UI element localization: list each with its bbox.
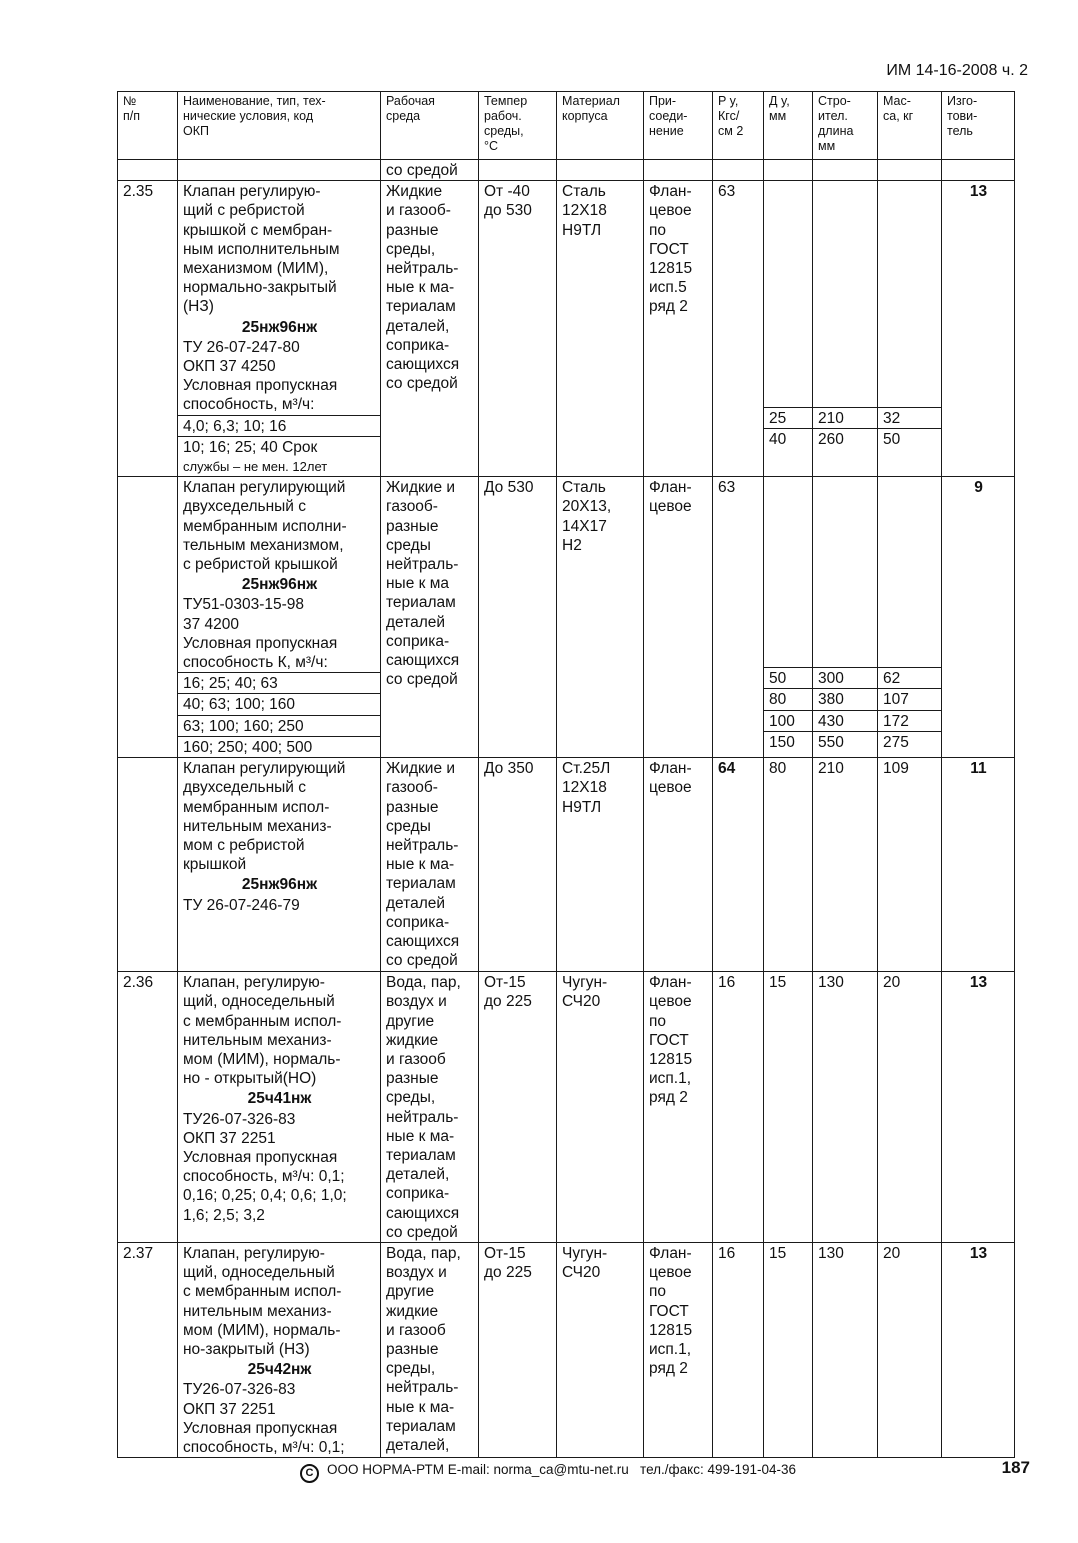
diameter-value: 150 — [764, 731, 812, 752]
model-code: 25нж96нж — [241, 876, 318, 894]
name-text: Клапан регулирую- щий с ребристой крышкой с мембран- ным исполнительным механизмом (МИМ), нормально-закрытый (НЗ) — [183, 183, 340, 316]
diameter-cell: 80 — [764, 758, 813, 972]
diameter-cell — [764, 477, 813, 758]
capacity-row: 16; 25; 40; 63 — [178, 672, 380, 693]
mass-cell — [878, 477, 942, 758]
diameter-value: 50 — [764, 667, 812, 688]
table-row-continuation — [118, 160, 1015, 181]
page-number: 187 — [1001, 1458, 1030, 1477]
name-specs: ТУ 26-07-246-79 — [183, 896, 300, 914]
col-header-connection: При- соеди- нение — [644, 92, 713, 160]
manufacturer-cell: 9 — [942, 477, 1015, 758]
document-code: ИМ 14-16-2008 ч. 2 — [886, 62, 1028, 79]
material-cell: Чугун- СЧ20 — [557, 1242, 644, 1457]
temperature-cell: От-15 до 225 — [479, 1242, 557, 1457]
col-header-mass: Мас- са, кг — [878, 92, 942, 160]
table-row — [118, 1242, 1015, 1457]
row-number: 2.35 — [118, 181, 178, 477]
material-cell: Сталь 12Х18 Н9ТЛ — [557, 181, 644, 477]
capacity-text: 10; 16; 25; 40 Срок — [183, 438, 318, 456]
col-header-pressure: P y, Кгс/ см 2 — [713, 92, 764, 160]
footer-email: E-mail: norma_ca@mtu-net.ru — [447, 1462, 629, 1477]
diameter-value: 80 — [764, 688, 812, 709]
length-cell — [813, 477, 878, 758]
length-cell — [813, 181, 878, 477]
name-cell — [178, 181, 381, 477]
name-specs: ТУ51-0303-15-98 37 4200 Условная пропускная способность К, м³/ч: — [183, 596, 338, 672]
model-code: 25ч41нж — [247, 1090, 312, 1108]
manufacturer-cell: 13 — [942, 181, 1015, 477]
name-text: Клапан, регулирую- щий, односедельный с мембранным испол- нительным механиз- мом (МИМ), нормаль- но-закрытый (НЗ) — [183, 1244, 342, 1358]
mass-cell — [878, 181, 942, 477]
pressure-cell: 16 — [713, 1242, 764, 1457]
service-life-text: службы – не мен. 12лет — [183, 459, 328, 475]
continuation-text: со средой — [381, 160, 479, 181]
model-code: 25нж96нж — [241, 318, 318, 336]
table-row — [118, 972, 1015, 1243]
valve-spec-table — [117, 91, 1015, 1458]
mass-value: 50 — [878, 428, 941, 449]
material-cell: Ст.25Л 12Х18 Н9ТЛ — [557, 758, 644, 972]
pressure-cell: 63 — [713, 181, 764, 477]
mass-value: 107 — [878, 688, 941, 709]
manufacturer-cell: 13 — [942, 972, 1015, 1243]
medium-cell: Жидкие и газооб- разные среды нейтраль- ные к ма териалам деталей соприка- сающихся со средой — [381, 477, 479, 758]
mass-value: 32 — [878, 407, 941, 428]
col-header-length: Стро- ител. длина мм — [813, 92, 878, 160]
length-value: 300 — [813, 667, 877, 688]
name-text: Клапан регулирующий двухседельный с мембранным испол- нительным механиз- мом с ребристой крышкой — [183, 760, 346, 874]
table-row — [118, 181, 1015, 477]
length-value: 430 — [813, 710, 877, 731]
capacity-row: 4,0; 6,3; 10; 16 — [178, 415, 380, 436]
length-value: 550 — [813, 731, 877, 752]
footer-phone: тел./факс: 499-191-04-36 — [640, 1462, 797, 1477]
connection-cell: Флан- цевое — [644, 477, 713, 758]
footer-org: ООО НОРМА-РТМ — [327, 1462, 444, 1477]
length-cell: 130 — [813, 972, 878, 1243]
pressure-cell: 16 — [713, 972, 764, 1243]
row-number: 2.37 — [118, 1242, 178, 1457]
diameter-cell: 15 — [764, 972, 813, 1243]
capacity-row: 40; 63; 100; 160 — [178, 693, 380, 714]
medium-cell: Вода, пар, воздух и другие жидкие и газооб разные среды, нейтраль- ные к ма- териалам деталей, — [381, 1242, 479, 1457]
diameter-value: 100 — [764, 710, 812, 731]
connection-cell: Флан- цевое — [644, 758, 713, 972]
diameter-value: 40 — [764, 428, 812, 449]
mass-value: 62 — [878, 667, 941, 688]
model-code: 25нж96нж — [241, 576, 318, 594]
name-cell — [178, 758, 381, 972]
col-header-number: № п/п — [118, 92, 178, 160]
col-header-name: Наименование, тип, тех- нические условия, код ОКП — [178, 92, 381, 160]
col-header-material: Материал корпуса — [557, 92, 644, 160]
table-header-row — [118, 92, 1015, 160]
mass-value: 172 — [878, 710, 941, 731]
diameter-cell — [764, 181, 813, 477]
length-cell: 210 — [813, 758, 878, 972]
temperature-cell: До 530 — [479, 477, 557, 758]
material-cell: Чугун- СЧ20 — [557, 972, 644, 1243]
name-specs: ТУ 26-07-247-80 ОКП 37 4250 Условная пропускная способность, м³/ч: — [183, 338, 338, 414]
length-cell: 130 — [813, 1242, 878, 1457]
diameter-cell: 15 — [764, 1242, 813, 1457]
mass-cell: 20 — [878, 972, 942, 1243]
row-number: 2.36 — [118, 972, 178, 1243]
capacity-row: 63; 100; 160; 250 — [178, 715, 380, 736]
copyright-icon: C — [300, 1464, 319, 1483]
col-header-manufacturer: Изго- тови- тель — [942, 92, 1015, 160]
temperature-cell: От -40 до 530 — [479, 181, 557, 477]
table-row — [118, 758, 1015, 972]
medium-cell: Жидкие и газооб- разные среды, нейтраль- ные к ма- териалам деталей, соприка- сающихся со средой — [381, 181, 479, 477]
capacity-row — [178, 436, 380, 476]
capacity-row: 160; 250; 400; 500 — [178, 736, 380, 757]
name-text: Клапан, регулирую- щий, односедельный с мембранным испол- нительным механиз- мом (МИМ), нормаль- но - открытый(НО) — [183, 974, 342, 1088]
name-cell — [178, 477, 381, 758]
connection-cell: Флан- цевое по ГОСТ 12815 исп.1, ряд 2 — [644, 1242, 713, 1457]
material-cell: Сталь 20Х13, 14Х17 Н2 — [557, 477, 644, 758]
mass-cell: 20 — [878, 1242, 942, 1457]
mass-cell: 109 — [878, 758, 942, 972]
temperature-cell: До 350 — [479, 758, 557, 972]
row-number — [118, 477, 178, 758]
col-header-temperature: Темпер рабоч. среды, °С — [479, 92, 557, 160]
name-cell — [178, 972, 381, 1243]
manufacturer-cell: 11 — [942, 758, 1015, 972]
pressure-cell: 64 — [713, 758, 764, 972]
diameter-value: 25 — [764, 407, 812, 428]
length-value: 260 — [813, 428, 877, 449]
page-footer — [300, 1462, 796, 1483]
table-row — [118, 477, 1015, 758]
length-value: 210 — [813, 407, 877, 428]
name-text: Клапан регулирующий двухседельный с мембранным исполни- тельным механизмом, с ребристой крышкой — [183, 479, 347, 574]
name-specs: ТУ26-07-326-83 ОКП 37 2251 Условная пропускная способность, м³/ч: 0,1; 0,16; 0,25; 0,4; 0,6; 1,0; 1,6; 2,5; 3,2 — [183, 1110, 347, 1224]
col-header-diameter: Д y, мм — [764, 92, 813, 160]
medium-cell: Вода, пар, воздух и другие жидкие и газооб разные среды, нейтраль- ные к ма- териалам деталей, соприка- сающихся со средой — [381, 972, 479, 1243]
mass-value: 275 — [878, 731, 941, 752]
connection-cell: Флан- цевое по ГОСТ 12815 исп.5 ряд 2 — [644, 181, 713, 477]
model-code: 25ч42нж — [247, 1361, 312, 1379]
connection-cell: Флан- цевое по ГОСТ 12815 исп.1, ряд 2 — [644, 972, 713, 1243]
col-header-medium: Рабочая среда — [381, 92, 479, 160]
row-number — [118, 758, 178, 972]
manufacturer-cell: 13 — [942, 1242, 1015, 1457]
medium-cell: Жидкие и газооб- разные среды нейтраль- ные к ма- териалам деталей соприка- сающихся со средой — [381, 758, 479, 972]
name-cell — [178, 1242, 381, 1457]
pressure-cell: 63 — [713, 477, 764, 758]
length-value: 380 — [813, 688, 877, 709]
temperature-cell: От-15 до 225 — [479, 972, 557, 1243]
name-specs: ТУ26-07-326-83 ОКП 37 2251 Условная пропускная способность, м³/ч: 0,1; — [183, 1381, 345, 1456]
